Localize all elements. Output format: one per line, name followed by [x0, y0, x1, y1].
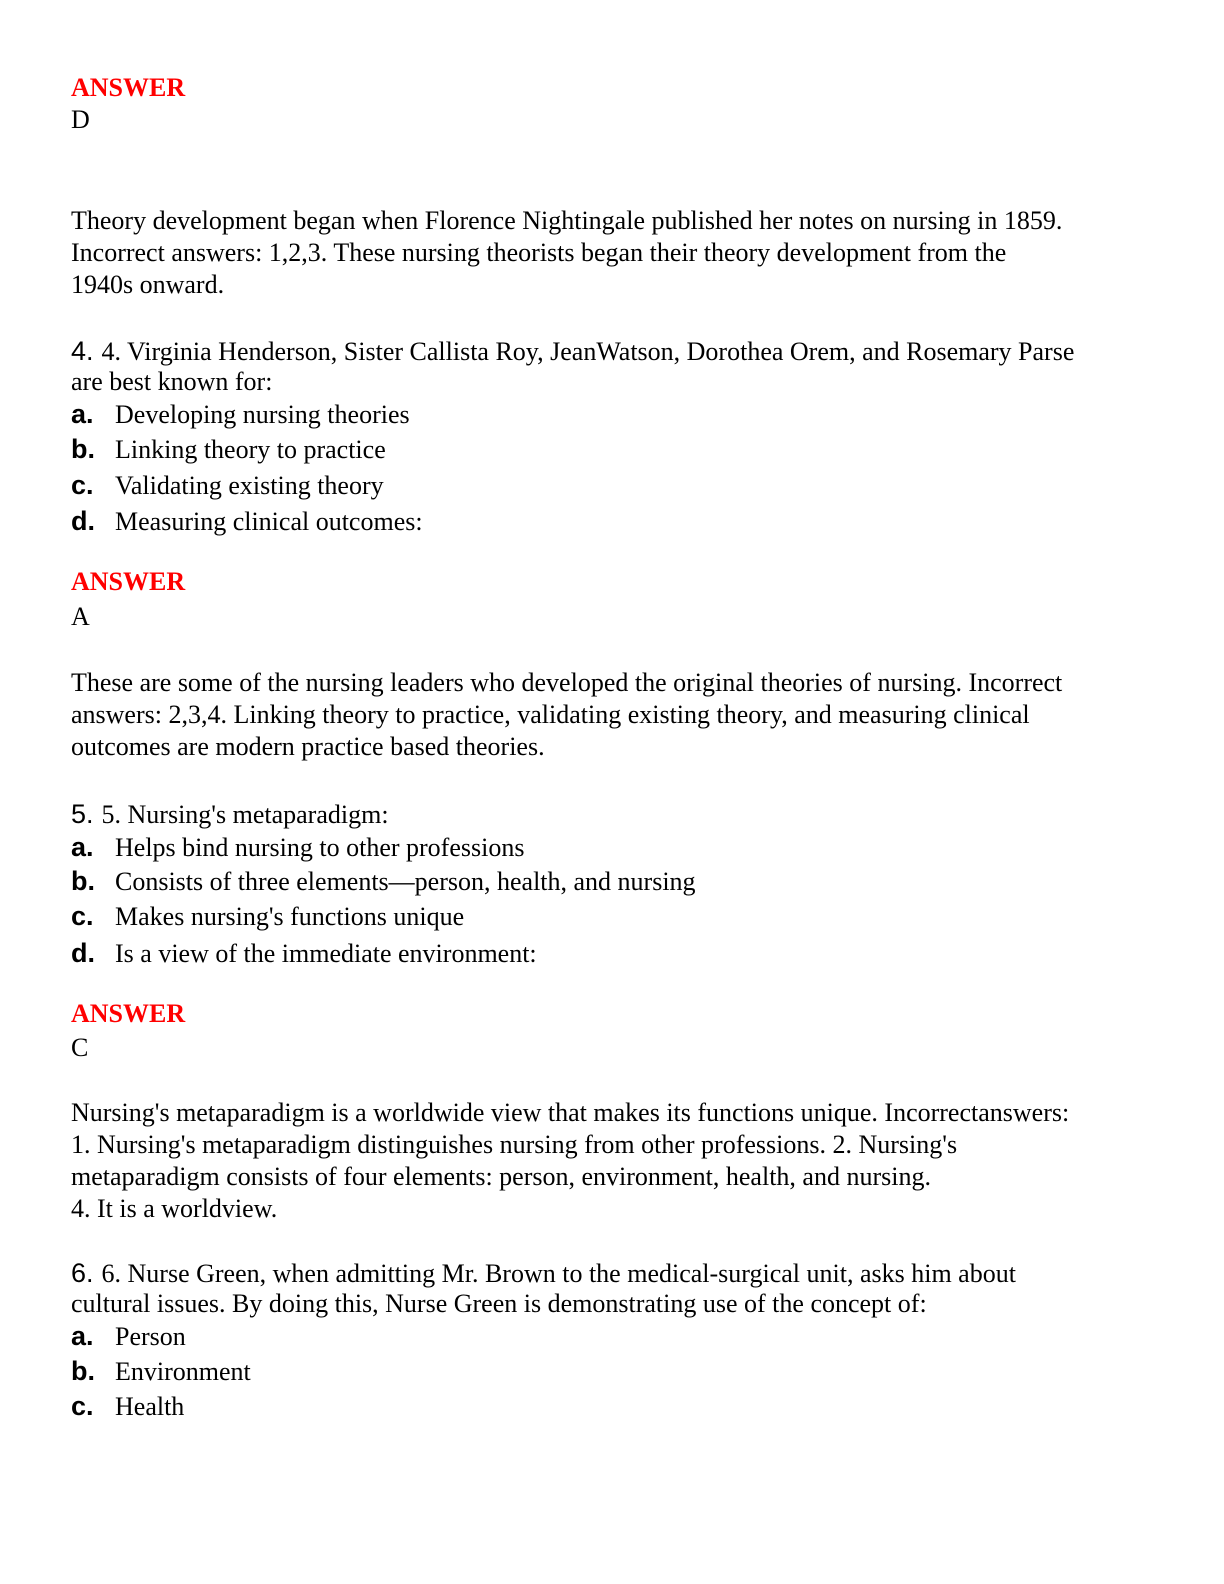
question-number: 4.: [71, 336, 94, 366]
rationale-q4: [71, 667, 1141, 763]
rationale-line: Incorrect answers: 1,2,3. These nursing theorists began their theory development from the: [71, 238, 1007, 267]
rationale-line: metaparadigm consists of four elements: person, environment, health, and nursing.: [71, 1162, 931, 1191]
option-d: d. Is a view of the immediate environment:: [71, 938, 537, 968]
rationale-q5: [71, 1097, 1141, 1225]
option-letter: c.: [71, 1391, 94, 1421]
option-letter: b.: [71, 1356, 95, 1386]
question-stem-line: 6. 6. Nurse Green, when admitting Mr. Brown to the medical-surgical unit, asks him about: [71, 1258, 1016, 1288]
rationale-line: Theory development began when Florence Nightingale published her notes on nursing in 1859.: [71, 206, 1063, 235]
question-stem-q6: [71, 1258, 1016, 1319]
rationale-q3: [71, 205, 1141, 301]
question-stem-line: are best known for:: [71, 367, 273, 396]
option-c: c. Validating existing theory: [71, 470, 384, 500]
question-stem-line: cultural issues. By doing this, Nurse Green is demonstrating use of the concept of:: [71, 1289, 927, 1318]
rationale-line: outcomes are modern practice based theories.: [71, 732, 545, 761]
question-number: 5.: [71, 799, 94, 829]
answer-label-q5: ANSWER: [71, 999, 186, 1028]
option-b: b. Consists of three elements—person, health, and nursing: [71, 866, 696, 896]
option-letter: b.: [71, 866, 95, 896]
option-a: a. Developing nursing theories: [71, 399, 410, 429]
question-stem-q5: [71, 799, 389, 830]
option-letter: c.: [71, 470, 94, 500]
question-number: 6.: [71, 1258, 94, 1288]
rationale-line: 1940s onward.: [71, 270, 225, 299]
rationale-line: 1. Nursing's metaparadigm distinguishes nursing from other professions. 2. Nursing's: [71, 1130, 958, 1159]
option-a: a. Helps bind nursing to other professions: [71, 832, 525, 862]
rationale-line: These are some of the nursing leaders who developed the original theories of nursing. Incorrect: [71, 668, 1063, 697]
question-stem-q4: [71, 336, 1074, 397]
option-c: c. Health: [71, 1391, 185, 1421]
option-b: b. Environment: [71, 1356, 251, 1386]
option-letter: a.: [71, 832, 94, 862]
option-c: c. Makes nursing's functions unique: [71, 901, 465, 931]
answer-letter-q4: A: [71, 602, 90, 631]
answer-letter-q3: D: [71, 105, 90, 134]
option-letter: a.: [71, 1321, 94, 1351]
rationale-line: 4. It is a worldview.: [71, 1194, 278, 1223]
document-page: [71, 0, 1151, 1584]
option-letter: a.: [71, 399, 94, 429]
rationale-line: answers: 2,3,4. Linking theory to practice, validating existing theory, and measuring clinical: [71, 700, 1030, 729]
option-d: d. Measuring clinical outcomes:: [71, 506, 423, 536]
option-letter: b.: [71, 434, 95, 464]
option-letter: d.: [71, 938, 95, 968]
option-letter: d.: [71, 506, 95, 536]
question-stem-line: 5. 5. Nursing's metaparadigm:: [71, 799, 389, 829]
option-a: a. Person: [71, 1321, 186, 1351]
question-stem-line: 4. 4. Virginia Henderson, Sister Callista Roy, JeanWatson, Dorothea Orem, and Rosemary Parse: [71, 336, 1075, 366]
rationale-line: Nursing's metaparadigm is a worldwide view that makes its functions unique. Incorrectanswers:: [71, 1098, 1070, 1127]
option-b: b. Linking theory to practice: [71, 434, 386, 464]
answer-label-q4: ANSWER: [71, 567, 186, 596]
answer-label-q3: ANSWER: [71, 73, 186, 102]
option-letter: c.: [71, 901, 94, 931]
answer-letter-q5: C: [71, 1033, 89, 1062]
